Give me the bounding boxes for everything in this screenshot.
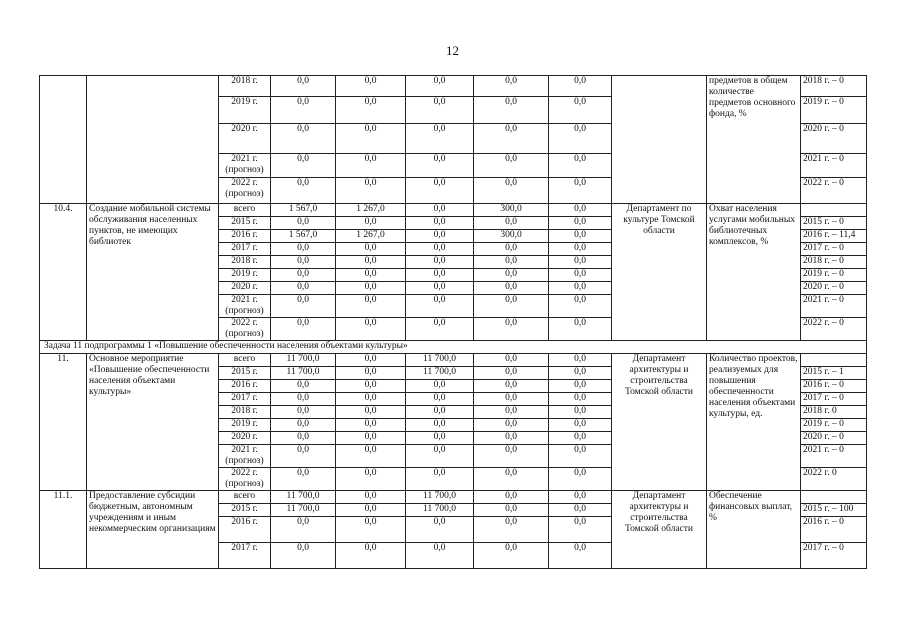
total-cell: 0,0 [271,243,336,256]
target-cell: 2017 г. – 0 [801,543,867,569]
regional-cell: 0,0 [406,419,474,432]
regional-cell: 0,0 [406,243,474,256]
local-cell: 0,0 [474,217,549,230]
extra-budget-cell: 0,0 [549,354,612,367]
executor-cell: Департамент по культуре Томской области [612,204,707,341]
target-cell: 2021 г. – 0 [801,445,867,468]
regional-cell: 11 700,0 [406,354,474,367]
local-cell: 0,0 [474,243,549,256]
local-cell: 0,0 [474,256,549,269]
regional-cell: 11 700,0 [406,367,474,380]
local-cell: 0,0 [474,445,549,468]
total-cell: 0,0 [271,256,336,269]
local-cell: 300,0 [474,204,549,217]
total-cell: 11 700,0 [271,504,336,517]
target-cell: 2017 г. – 0 [801,243,867,256]
extra-budget-cell: 0,0 [549,204,612,217]
total-cell: 0,0 [271,282,336,295]
total-cell: 0,0 [271,380,336,393]
regional-cell: 0,0 [406,178,474,204]
federal-cell: 1 267,0 [336,230,406,243]
regional-cell: 0,0 [406,445,474,468]
target-cell: 2019 г. – 0 [801,269,867,282]
total-cell: 0,0 [271,269,336,282]
extra-budget-cell: 0,0 [549,504,612,517]
period-cell: 2017 г. [219,243,271,256]
period-cell: 2021 г. (прогноз) [219,295,271,318]
target-cell: 2020 г. – 0 [801,282,867,295]
extra-budget-cell: 0,0 [549,295,612,318]
measure-name: Основное мероприятие «Повышение обеспеченности населения объектами культуры» [87,354,219,491]
target-cell: 2015 г. – 0 [801,217,867,230]
total-cell: 0,0 [271,432,336,445]
extra-budget-cell: 0,0 [549,124,612,154]
local-cell: 0,0 [474,380,549,393]
target-cell: 2019 г. – 0 [801,419,867,432]
extra-budget-cell: 0,0 [549,432,612,445]
federal-cell: 0,0 [336,406,406,419]
period-cell: 2018 г. [219,76,271,97]
extra-budget-cell: 0,0 [549,517,612,543]
target-cell: 2018 г. – 0 [801,76,867,97]
period-cell: 2022 г. (прогноз) [219,468,271,491]
task-header-row [40,341,867,354]
extra-budget-cell: 0,0 [549,230,612,243]
table-row [40,76,867,97]
target-cell: 2015 г. – 1 [801,367,867,380]
period-cell: 2020 г. [219,124,271,154]
measure-name: Предоставление субсидии бюджетным, автономным учреждениям и иным некоммерческим организациям [87,491,219,569]
regional-cell: 0,0 [406,543,474,569]
period-cell: 2021 г. (прогноз) [219,154,271,178]
local-cell: 0,0 [474,406,549,419]
local-cell: 0,0 [474,318,549,341]
regional-cell: 0,0 [406,468,474,491]
local-cell: 0,0 [474,76,549,97]
total-cell: 0,0 [271,468,336,491]
period-cell: 2020 г. [219,432,271,445]
federal-cell: 0,0 [336,393,406,406]
federal-cell: 0,0 [336,76,406,97]
local-cell: 0,0 [474,178,549,204]
regional-cell: 0,0 [406,406,474,419]
regional-cell: 0,0 [406,318,474,341]
table-row [40,204,867,217]
period-cell: 2019 г. [219,97,271,124]
federal-cell: 0,0 [336,419,406,432]
local-cell: 300,0 [474,230,549,243]
extra-budget-cell: 0,0 [549,380,612,393]
extra-budget-cell: 0,0 [549,491,612,504]
regional-cell: 0,0 [406,256,474,269]
total-cell: 1 567,0 [271,230,336,243]
federal-cell: 0,0 [336,295,406,318]
local-cell: 0,0 [474,154,549,178]
federal-cell: 0,0 [336,491,406,504]
local-cell: 0,0 [474,419,549,432]
total-cell: 0,0 [271,154,336,178]
target-cell [801,204,867,217]
extra-budget-cell: 0,0 [549,318,612,341]
local-cell: 0,0 [474,491,549,504]
extra-budget-cell: 0,0 [549,406,612,419]
indicator-cell: предметов в общем количестве предметов основного фонда, % [707,76,801,204]
federal-cell: 0,0 [336,217,406,230]
federal-cell: 0,0 [336,97,406,124]
local-cell: 0,0 [474,354,549,367]
local-cell: 0,0 [474,543,549,569]
extra-budget-cell: 0,0 [549,393,612,406]
total-cell: 11 700,0 [271,354,336,367]
task-header: Задача 11 подпрограммы 1 «Повышение обеспеченности населения объектами культуры» [40,341,867,354]
period-cell: 2022 г. (прогноз) [219,178,271,204]
measure-name [87,76,219,204]
total-cell: 0,0 [271,393,336,406]
target-cell: 2016 г. – 11,4 [801,230,867,243]
regional-cell: 0,0 [406,269,474,282]
regional-cell: 0,0 [406,282,474,295]
federal-cell: 0,0 [336,432,406,445]
period-cell: 2018 г. [219,256,271,269]
target-cell: 2015 г. – 100 [801,504,867,517]
total-cell: 11 700,0 [271,367,336,380]
target-cell: 2016 г. – 0 [801,380,867,393]
indicator-cell: Обеспечение финансовых выплат, % [707,491,801,569]
extra-budget-cell: 0,0 [549,97,612,124]
period-cell: 2022 г. (прогноз) [219,318,271,341]
total-cell: 11 700,0 [271,491,336,504]
regional-cell: 0,0 [406,517,474,543]
period-cell: 2019 г. [219,269,271,282]
total-cell: 0,0 [271,406,336,419]
total-cell: 0,0 [271,217,336,230]
period-cell: 2018 г. [219,406,271,419]
total-cell: 0,0 [271,318,336,341]
indicator-cell: Количество проектов, реализуемых для повышения обеспеченности населения объектами культуры, ед. [707,354,801,491]
extra-budget-cell: 0,0 [549,543,612,569]
row-number [40,76,87,204]
extra-budget-cell: 0,0 [549,367,612,380]
total-cell: 0,0 [271,419,336,432]
total-cell: 0,0 [271,517,336,543]
period-cell: всего [219,491,271,504]
target-cell: 2022 г. 0 [801,468,867,491]
total-cell: 0,0 [271,445,336,468]
extra-budget-cell: 0,0 [549,282,612,295]
table-row [40,491,867,504]
target-cell: 2022 г. – 0 [801,318,867,341]
local-cell: 0,0 [474,124,549,154]
federal-cell: 0,0 [336,367,406,380]
target-cell: 2016 г. – 0 [801,517,867,543]
federal-cell: 0,0 [336,354,406,367]
target-cell: 2022 г. – 0 [801,178,867,204]
table-row [40,354,867,367]
extra-budget-cell: 0,0 [549,154,612,178]
regional-cell: 0,0 [406,76,474,97]
federal-cell: 1 267,0 [336,204,406,217]
local-cell: 0,0 [474,269,549,282]
regional-cell: 11 700,0 [406,491,474,504]
regional-cell: 11 700,0 [406,504,474,517]
federal-cell: 0,0 [336,124,406,154]
regional-cell: 0,0 [406,393,474,406]
period-cell: 2015 г. [219,367,271,380]
period-cell: 2015 г. [219,504,271,517]
program-table [39,75,867,569]
local-cell: 0,0 [474,432,549,445]
row-number: 11. [40,354,87,491]
extra-budget-cell: 0,0 [549,468,612,491]
federal-cell: 0,0 [336,380,406,393]
period-cell: 2017 г. [219,543,271,569]
target-cell: 2017 г. – 0 [801,393,867,406]
period-cell: 2017 г. [219,393,271,406]
regional-cell: 0,0 [406,432,474,445]
federal-cell: 0,0 [336,269,406,282]
regional-cell: 0,0 [406,204,474,217]
federal-cell: 0,0 [336,282,406,295]
total-cell: 0,0 [271,295,336,318]
total-cell: 0,0 [271,97,336,124]
executor-cell: Департамент архитектуры и строительства Томской области [612,354,707,491]
local-cell: 0,0 [474,295,549,318]
extra-budget-cell: 0,0 [549,256,612,269]
extra-budget-cell: 0,0 [549,269,612,282]
extra-budget-cell: 0,0 [549,217,612,230]
regional-cell: 0,0 [406,295,474,318]
federal-cell: 0,0 [336,445,406,468]
row-number: 11.1. [40,491,87,569]
row-number: 10.4. [40,204,87,341]
period-cell: 2016 г. [219,517,271,543]
local-cell: 0,0 [474,468,549,491]
regional-cell: 0,0 [406,154,474,178]
indicator-cell: Охват населения услугами мобильных библиотечных комплексов, % [707,204,801,341]
total-cell: 0,0 [271,178,336,204]
page-number: 12 [446,43,459,58]
federal-cell: 0,0 [336,178,406,204]
regional-cell: 0,0 [406,97,474,124]
federal-cell: 0,0 [336,468,406,491]
target-cell [801,354,867,367]
local-cell: 0,0 [474,517,549,543]
period-cell: всего [219,204,271,217]
extra-budget-cell: 0,0 [549,76,612,97]
period-cell: 2016 г. [219,230,271,243]
federal-cell: 0,0 [336,243,406,256]
total-cell: 0,0 [271,124,336,154]
total-cell: 0,0 [271,543,336,569]
period-cell: 2021 г. (прогноз) [219,445,271,468]
extra-budget-cell: 0,0 [549,178,612,204]
federal-cell: 0,0 [336,318,406,341]
federal-cell: 0,0 [336,517,406,543]
regional-cell: 0,0 [406,380,474,393]
extra-budget-cell: 0,0 [549,419,612,432]
target-cell: 2020 г. – 0 [801,124,867,154]
extra-budget-cell: 0,0 [549,445,612,468]
target-cell: 2018 г. – 0 [801,256,867,269]
local-cell: 0,0 [474,97,549,124]
regional-cell: 0,0 [406,217,474,230]
federal-cell: 0,0 [336,543,406,569]
executor-cell: Департамент архитектуры и строительства Томской области [612,491,707,569]
target-cell [801,491,867,504]
period-cell: всего [219,354,271,367]
local-cell: 0,0 [474,393,549,406]
period-cell: 2019 г. [219,419,271,432]
target-cell: 2021 г. – 0 [801,154,867,178]
period-cell: 2020 г. [219,282,271,295]
target-cell: 2021 г. – 0 [801,295,867,318]
measure-name: Создание мобильной системы обслуживания населенных пунктов, не имеющих библиотек [87,204,219,341]
total-cell: 1 567,0 [271,204,336,217]
executor-cell [612,76,707,204]
local-cell: 0,0 [474,367,549,380]
federal-cell: 0,0 [336,256,406,269]
target-cell: 2018 г. 0 [801,406,867,419]
period-cell: 2015 г. [219,217,271,230]
federal-cell: 0,0 [336,504,406,517]
local-cell: 0,0 [474,282,549,295]
federal-cell: 0,0 [336,154,406,178]
target-cell: 2019 г. – 0 [801,97,867,124]
period-cell: 2016 г. [219,380,271,393]
extra-budget-cell: 0,0 [549,243,612,256]
regional-cell: 0,0 [406,124,474,154]
regional-cell: 0,0 [406,230,474,243]
local-cell: 0,0 [474,504,549,517]
total-cell: 0,0 [271,76,336,97]
target-cell: 2020 г. – 0 [801,432,867,445]
